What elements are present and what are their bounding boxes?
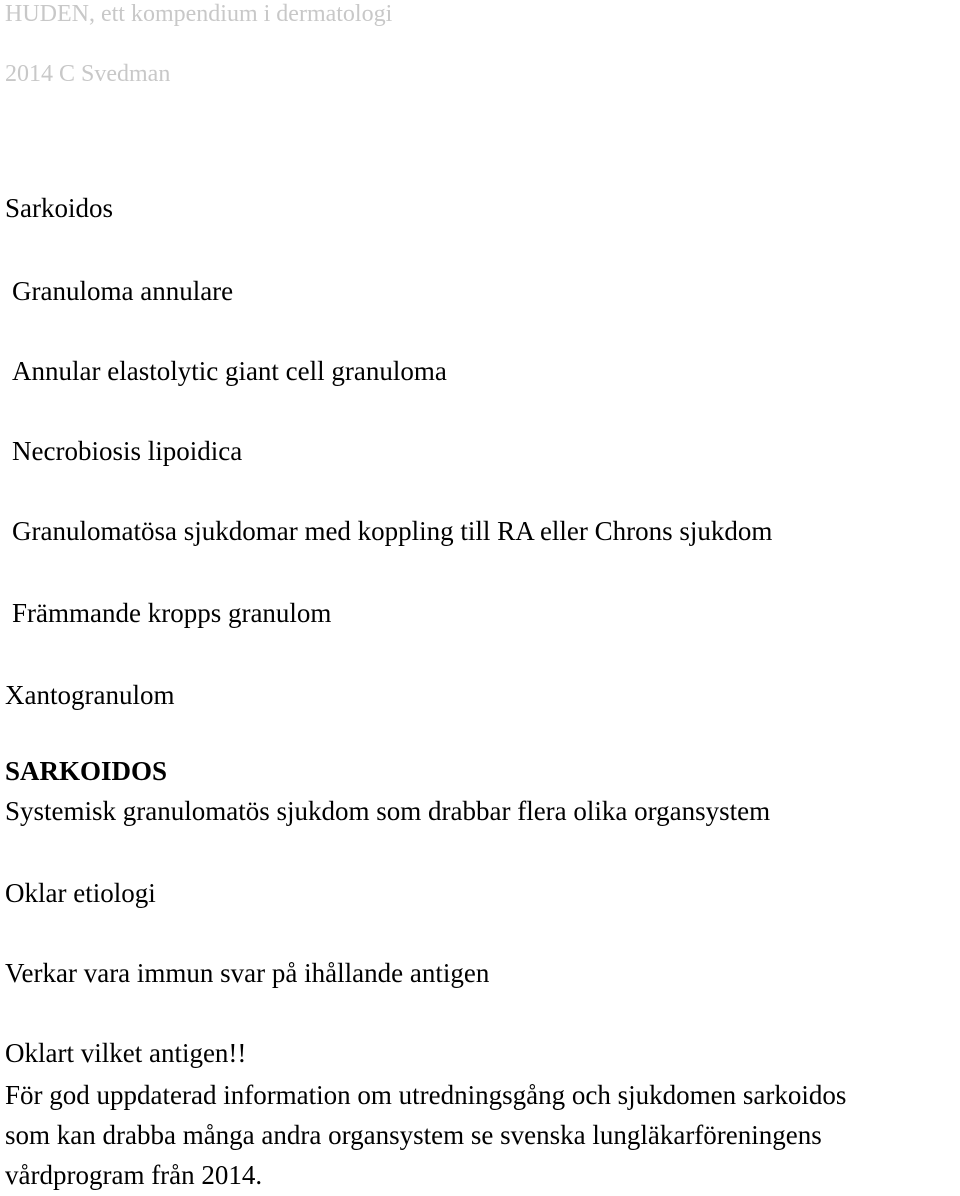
section-line: Oklart vilket antigen!! bbox=[5, 1038, 247, 1068]
section-line: Verkar vara immun svar på ihållande antigen bbox=[5, 958, 490, 988]
list-item: Granulomatösa sjukdomar med koppling till RA eller Chrons sjukdom bbox=[12, 516, 773, 546]
paragraph-line: som kan drabba många andra organsystem se svenska lungläkarföreningens bbox=[5, 1120, 822, 1150]
list-item: Främmande kropps granulom bbox=[12, 598, 332, 628]
section-line: Oklar etiologi bbox=[5, 878, 156, 908]
paragraph-line: vårdprogram från 2014. bbox=[5, 1160, 263, 1190]
list-item: Sarkoidos bbox=[5, 193, 113, 223]
list-item: Granuloma annulare bbox=[12, 276, 234, 306]
list-item: Annular elastolytic giant cell granuloma bbox=[12, 356, 447, 386]
list-item: Necrobiosis lipoidica bbox=[12, 436, 243, 466]
document-title: HUDEN, ett kompendium i dermatologi bbox=[5, 1, 393, 27]
section-heading: SARKOIDOS bbox=[5, 756, 168, 786]
paragraph-line: För god uppdaterad information om utredningsgång och sjukdomen sarkoidos bbox=[5, 1080, 847, 1110]
document-author: 2014 C Svedman bbox=[5, 61, 171, 87]
section-line: Systemisk granulomatös sjukdom som drabbar flera olika organsystem bbox=[5, 796, 771, 826]
list-item: Xantogranulom bbox=[5, 680, 175, 710]
